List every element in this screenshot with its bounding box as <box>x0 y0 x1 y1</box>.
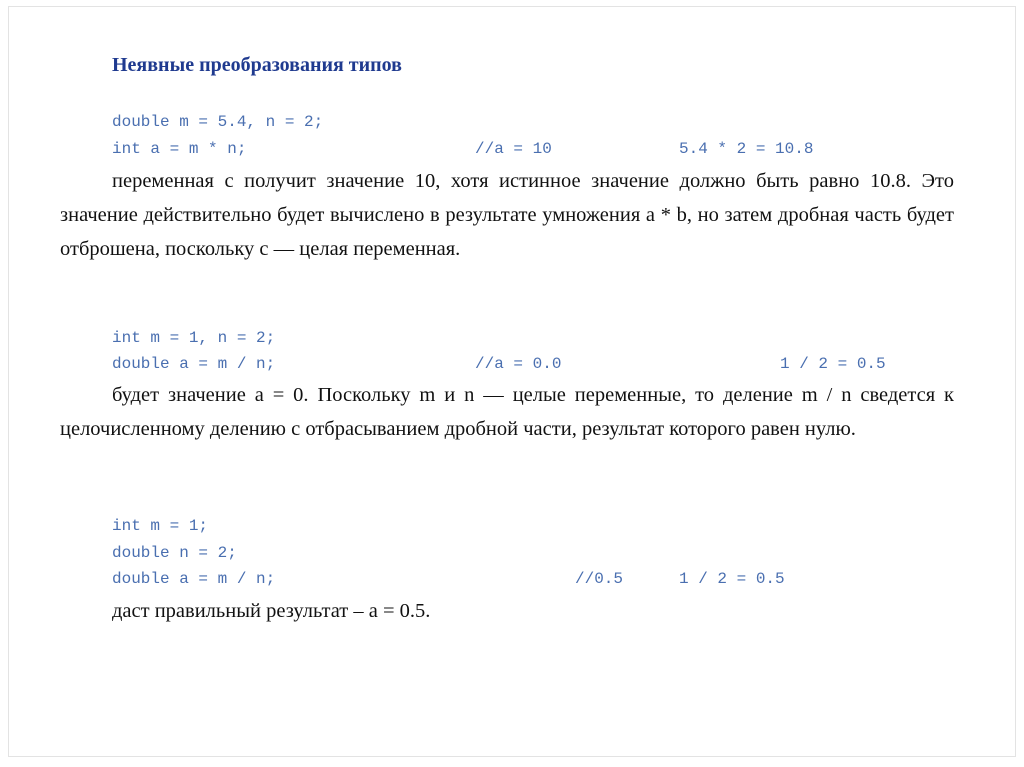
code-text: double n = 2; <box>112 544 237 562</box>
code-calculation: 1 / 2 = 0.5 <box>780 355 886 373</box>
code-text: int a = m * n; <box>112 140 247 158</box>
code-text: int m = 1; <box>112 517 209 535</box>
code-text: int m = 1, n = 2; <box>112 329 276 347</box>
explanation-paragraph: даст правильный результат – a = 0.5. <box>112 600 431 622</box>
code-line <box>112 112 812 132</box>
slide-title: Неявные преобразования типов <box>112 54 402 76</box>
code-line <box>112 328 812 348</box>
code-line <box>112 543 812 563</box>
code-text: double a = m / n; <box>112 355 276 373</box>
code-comment: //a = 10 <box>475 140 552 158</box>
code-line <box>112 139 872 159</box>
explanation-paragraph: переменная с получит значение 10, хотя истинное значение должно быть равно 10.8. Это значение действительно будет вычислено в результате умножения a * b, но затем дробная часть будет отброшена, поскольку c — целая переменная. <box>60 170 954 260</box>
code-line <box>112 516 812 536</box>
code-line <box>112 354 932 374</box>
explanation-paragraph: будет значение a = 0. Поскольку m и n — целые переменные, то деление m / n сведется к целочисленному делению с отбрасыванием дробной части, результат которого равен нулю. <box>60 384 954 440</box>
code-comment: //0.5 <box>575 570 624 588</box>
code-comment: //a = 0.0 <box>475 355 562 373</box>
code-line <box>112 569 832 589</box>
code-text: double a = m / n; <box>112 570 276 588</box>
code-calculation: 1 / 2 = 0.5 <box>679 570 785 588</box>
code-text: double m = 5.4, n = 2; <box>112 113 324 131</box>
code-calculation: 5.4 * 2 = 10.8 <box>679 140 814 158</box>
